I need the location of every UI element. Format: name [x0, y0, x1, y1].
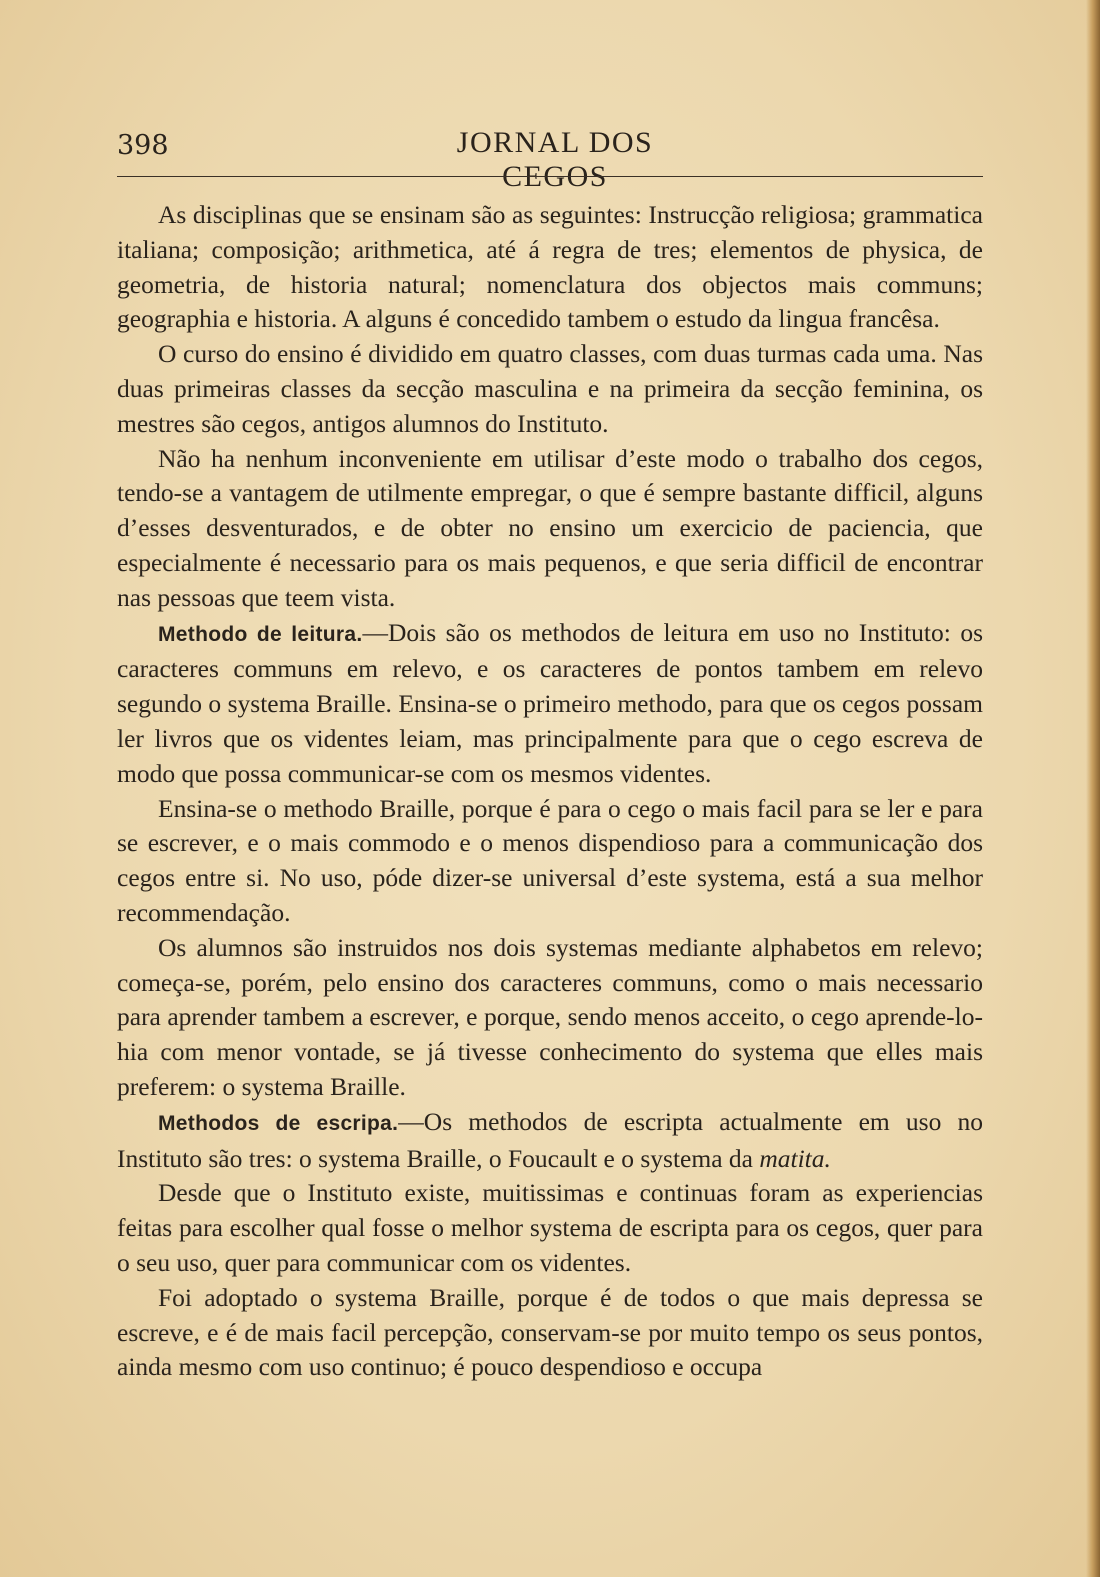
- paragraph: [117, 1176, 983, 1280]
- page-header: [117, 124, 983, 193]
- paragraph-text: Desde que o Instituto existe, muitissimas e continuas foram as experiencias feitas para escolher qual fosse o melhor systema de escripta para os cegos, quer para o seu uso, quer para communicar com os videntes.: [117, 1178, 983, 1277]
- italic-term: matita.: [759, 1143, 831, 1173]
- paragraph-text: As disciplinas que se ensinam são as seguintes: Instrucção religiosa; grammatica italiana; composição; arithmetica, até á regra de tres; elementos de physica, de geometria, de historia natural; nomenclatura dos objectos mais communs; geographia e historia. A alguns é concedido tambem o estudo da lingua francêsa.: [117, 200, 983, 334]
- header-rule: [117, 176, 983, 177]
- paragraph: [117, 1105, 983, 1177]
- paragraph: [117, 337, 983, 441]
- page-edge: [1086, 0, 1100, 1577]
- paragraph: [117, 931, 983, 1105]
- paragraph-text: Os alumnos são instruidos nos dois systemas mediante alphabetos em relevo; começa-se, porém, pelo ensino dos caracteres communs, como o mais necessario para aprender tambem a escrever, e porque, sendo menos acceito, o cego aprende-lo-hia com menor vontade, se já tivesse conhecimento do systema que elles mais preferem: o systema Braille.: [117, 932, 983, 1101]
- paragraph: [117, 1281, 983, 1385]
- section-lead: Methodo de leitura.: [158, 622, 363, 646]
- paragraph: [117, 442, 983, 616]
- running-title: JORNAL DOS CEGOS: [456, 126, 654, 193]
- paragraph-text: O curso do ensino é dividido em quatro classes, com duas turmas cada uma. Nas duas primeiras classes da secção masculina e na primeira da secção feminina, os mestres são cegos, antigos alumnos do Instituto.: [117, 339, 983, 438]
- paragraph: [117, 198, 983, 337]
- page-number: 398: [117, 130, 169, 161]
- paragraph: [117, 616, 983, 792]
- paragraph-text: Foi adoptado o systema Braille, porque é de todos o que mais depressa se escreve, e é de mais facil percepção, conservam-se por muito tempo os seus pontos, ainda mesmo com uso continuo; é pouco despendioso e occupa: [117, 1282, 983, 1382]
- section-lead: Methodos de escripa.: [158, 1111, 399, 1135]
- paragraph-text: Não ha nenhum inconveniente em utilisar d’este modo o trabalho dos cegos, tendo-se a vantagem de utilmente empregar, o que é sempre bastante difficil, alguns d’esses desventurados, e de obter no ensino um exercicio de paciencia, que especialmente é necessario para os mais pequenos, e que seria difficil de encontrar nas pessoas que teem vista.: [117, 443, 983, 612]
- paragraph: [117, 792, 983, 931]
- paragraph-text: Ensina-se o methodo Braille, porque é para o cego o mais facil para se ler e para se escrever, e o mais commodo e o menos dispendioso para a communicação dos cegos entre si. No uso, póde dizer-se universal d’este systema, está a sua melhor recommendação.: [117, 793, 983, 927]
- paragraph-text: —Dois são os methodos de leitura em uso no Instituto: os caracteres communs em relevo, e os caracteres de pontos tambem em relevo segundo o systema Braille. Ensina-se o primeiro methodo, para que os cegos possam ler livros que os videntes leiam, mas principalmente para que o cego escreva de modo que possa communicar-se com os mesmos videntes.: [117, 617, 983, 788]
- paragraph-text: —Os methodos de escripta actualmente em uso no Instituto são tres: o systema Braille, o Foucault e o systema da: [117, 1106, 983, 1173]
- body-text: [117, 198, 983, 1385]
